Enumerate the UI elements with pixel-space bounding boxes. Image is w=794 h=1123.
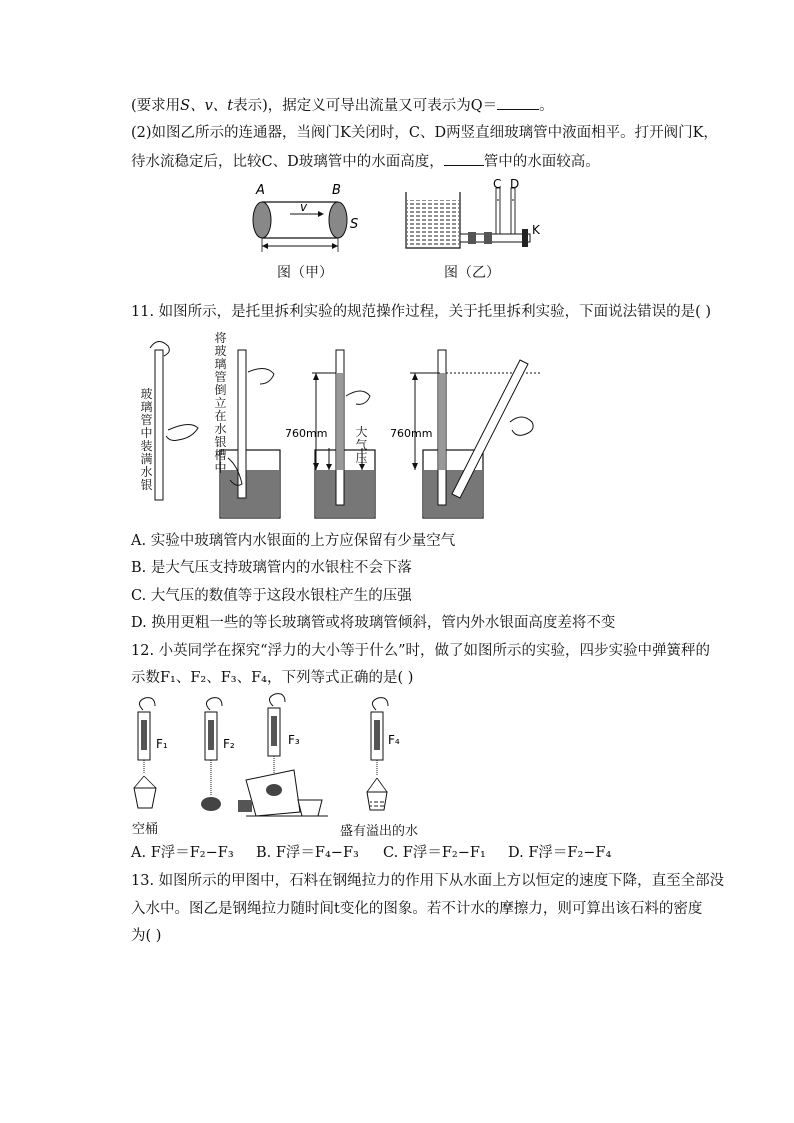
buoyancy-figure: [128, 700, 428, 830]
q11-option-b[interactable]: B. 是大气压支持玻璃管内的水银柱不会下落: [131, 560, 412, 576]
q12-option-a[interactable]: A. F浮＝F₂−F₃: [131, 845, 234, 861]
q10-line3-pre: 待水流稳定后，比较C、D玻璃管中的水面高度，: [131, 154, 444, 170]
buoyancy-label-F3: F₃: [288, 733, 300, 747]
buoyancy-caption-overflow: 盛有溢出的水: [340, 824, 419, 839]
buoyancy-label-F1: F₁: [156, 737, 168, 751]
q10-line1-vars: S、v、t: [180, 98, 234, 114]
torricelli-label-fill: 玻璃管中装满水银: [140, 387, 153, 492]
q11-option-c[interactable]: C. 大气压的数值等于这段水银柱产生的压强: [131, 588, 412, 604]
q11-stem: 11. 如图所示，是托里拆利实验的规范操作过程，关于托里拆利实验，下面说法错误的是( ): [131, 304, 712, 320]
fig-a-caption: 图（甲）: [277, 265, 333, 281]
fig-a-label-B: B: [332, 183, 341, 198]
fig-b-label-D: D: [510, 177, 520, 191]
q11-option-a[interactable]: A. 实验中玻璃管内水银面的上方应保留有少量空气: [131, 533, 456, 549]
q12-option-c[interactable]: C. F浮＝F₂−F₁: [383, 845, 486, 861]
buoyancy-caption-empty: 空桶: [132, 822, 159, 837]
q13-line2: 入水中。图乙是钢绳拉力随时间t变化的图象。若不计水的摩擦力，则可算出该石料的密度: [131, 901, 703, 917]
q12-option-d[interactable]: D. F浮＝F₂−F₄: [508, 845, 612, 861]
torricelli-label-760mm-2: 760mm: [390, 427, 433, 440]
fig-a-label-A: A: [256, 183, 265, 198]
fig-b-caption: 图（乙）: [444, 265, 500, 281]
q13-line1: 13. 如图所示的甲图中，石料在钢绳拉力的作用下从水面上方以恒定的速度下降，直至全部没: [131, 873, 725, 889]
q10-line1-pre: (要求用: [131, 98, 181, 114]
buoyancy-label-F4: F₄: [388, 733, 400, 747]
torricelli-label-invert: 将玻璃管倒立在水银槽中: [214, 331, 227, 475]
q10-line2: (2)如图乙所示的连通器，当阀门K关闭时，C、D两竖直细玻璃管中液面相平。打开阀门K，: [131, 125, 718, 141]
fig-b-label-C: C: [493, 177, 502, 191]
torricelli-label-760mm-1: 760mm: [285, 427, 328, 440]
figure-b-connector: [404, 178, 554, 258]
q11-option-d[interactable]: D. 换用更粗一些的等长玻璃管或将玻璃管倾斜，管内外水银面高度差将不变: [131, 615, 616, 631]
q12-option-b[interactable]: B. F浮＝F₄−F₃: [256, 845, 359, 861]
torricelli-label-pressure: 大气压: [355, 425, 368, 465]
q10-line1-end: 。: [539, 98, 554, 114]
q10-answer-blank-2[interactable]: [444, 151, 484, 166]
q10-line3-post: 管中的水面较高。: [483, 154, 600, 170]
q10-line3: [131, 151, 600, 172]
figure-a-pipe: [250, 180, 370, 260]
fig-a-label-v: v: [300, 200, 308, 214]
q12-stem-2: 示数F₁、F₂、F₃、F₄，下列等式正确的是( ): [131, 670, 414, 686]
q10-answer-blank-1[interactable]: [497, 95, 539, 110]
buoyancy-label-F2: F₂: [223, 737, 235, 751]
torricelli-figure: [130, 330, 550, 525]
q13-line3: 为( ): [131, 928, 162, 944]
q10-line1: [131, 95, 554, 116]
q10-line1-mid: 表示)，据定义可导出流量又可表示为Q＝: [233, 98, 498, 114]
q12-stem-1: 12. 小英同学在探究“浮力的大小等于什么”时，做了如图所示的实验，四步实验中弹簧秤的: [131, 643, 710, 659]
fig-b-label-K: K: [532, 223, 540, 237]
fig-a-label-S: S: [350, 217, 359, 232]
